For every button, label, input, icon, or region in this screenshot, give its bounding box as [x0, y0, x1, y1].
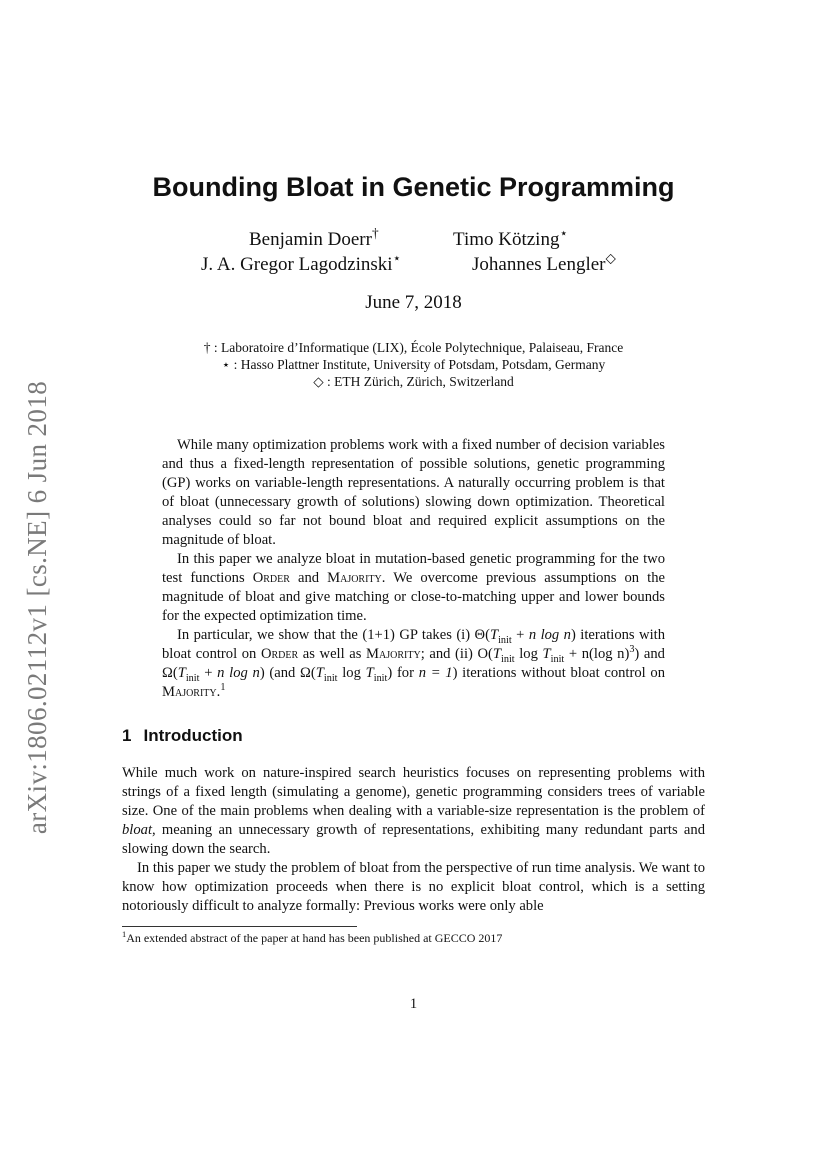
footnote-text: An extended abstract of the paper at hand has been published at GECCO 2017 — [126, 931, 503, 945]
math-omega: Ω( — [162, 665, 178, 681]
bloat-term: bloat — [122, 822, 152, 838]
author-lengler — [472, 250, 616, 276]
math-t: T — [492, 646, 501, 662]
author-koetzing — [453, 225, 568, 251]
abstract-text: (and — [264, 665, 301, 681]
order-function-name: Order — [260, 646, 299, 662]
paper-title: Bounding Bloat in Genetic Programming — [152, 172, 675, 202]
intro-paragraph-2: In this paper we study the problem of bloat from the perspective of run time analysis. We want to know how optimization proceeds when there is no explicit bloat control, which is a setting notoriously difficult to analyze formally: Previous works were only able — [122, 860, 705, 914]
abstract-paragraph-3 — [162, 626, 665, 702]
order-function-name: Order — [252, 570, 290, 586]
introduction-body — [122, 764, 705, 916]
math-bigo: O( — [477, 646, 493, 662]
intro-text: , meaning an unnecessary growth of representations, exhibiting many redundant parts and slowing down the search. — [122, 822, 705, 857]
abstract-paragraph-1: While many optimization problems work with a fixed number of decision variables and thus a fixed-length representation of possible solutions, genetic programming (GP) works on variable-length representations. A naturally occurring problem is that of bloat (unnecessary growth of solutions) slowing down optimization. Theoretical analyses could so far not bound bloat and required explicit assumptions on the magnitude of bloat. — [162, 437, 665, 548]
math-log: log — [514, 646, 543, 662]
abstract-text: . — [216, 684, 221, 700]
abstract-text: ; and (ii) — [420, 646, 478, 662]
abstract-text: and — [639, 646, 665, 662]
section-title: Introduction — [143, 726, 243, 745]
abstract — [162, 436, 665, 702]
math-close: ) — [570, 627, 576, 643]
author-name: Timo Kötzing — [453, 229, 560, 250]
math-close: ) — [259, 665, 265, 681]
math-n-equals-1: n = 1 — [418, 665, 453, 681]
author-lagodzinski — [201, 250, 401, 276]
abstract-text: ) for — [387, 665, 419, 681]
page-number: 1 — [409, 996, 418, 1012]
author-mark: † — [371, 225, 379, 241]
math-cube: 3 — [629, 644, 635, 656]
math-nlogn: n log n — [217, 665, 260, 681]
footnote-divider — [122, 926, 357, 927]
math-theta: Θ( — [474, 627, 490, 643]
paper-date: June 7, 2018 — [365, 292, 462, 313]
author-name: Benjamin Doerr — [249, 229, 372, 250]
math-t: T — [177, 665, 186, 681]
abstract-text: In this paper we analyze bloat in mutation-based genetic programming for the two test functions — [162, 551, 665, 586]
author-name: J. A. Gregor Lagodzinski — [201, 254, 393, 275]
majority-function-name: Majority — [366, 646, 421, 662]
math-init: init — [185, 672, 200, 684]
intro-text: While much work on nature-inspired search heuristics focuses on representing problems with strings of a fixed length (simulating a genome), genetic programming considers trees of variable size. One of the main problems when dealing with a variable-size representation is the problem of — [122, 765, 705, 819]
affiliation-eth: ◇ : ETH Zürich, Zürich, Switzerland — [313, 374, 514, 389]
math-plus: + — [199, 665, 218, 681]
math-nlogn: n log n — [528, 627, 571, 643]
abstract-text: . We overcome previous assumptions on the magnitude of bloat and give matching or close-to-matching upper and lower bounds for the expected optimization time. — [162, 570, 665, 624]
math-init: init — [373, 672, 388, 684]
math-close: ) — [634, 646, 640, 662]
abstract-text: In particular, we show that the (1+1) GP takes (i) — [177, 627, 475, 643]
math-t: T — [542, 646, 551, 662]
footnote-ref[interactable]: 1 — [220, 682, 226, 694]
math-init: init — [323, 672, 338, 684]
abstract-text: as well as — [298, 646, 367, 662]
math-t: T — [315, 665, 324, 681]
affiliation-lix: † : Laboratoire d’Informatique (LIX), École Polytechnique, Palaiseau, France — [203, 340, 624, 355]
math-plus-n: + n(log n) — [564, 646, 630, 662]
intro-paragraph-1 — [122, 764, 705, 859]
math-init: init — [498, 634, 512, 646]
author-name: Johannes Lengler — [472, 254, 606, 275]
math-t: T — [489, 627, 499, 643]
math-plus: + — [511, 627, 529, 643]
abstract-text: ) iterations without bloat control on — [452, 665, 665, 681]
footnote — [122, 931, 705, 946]
author-mark: ◇ — [605, 250, 616, 266]
abstract-text: iterations with bloat control on — [162, 627, 665, 662]
section-number: 1 — [122, 726, 132, 745]
author-doerr — [249, 225, 379, 251]
author-mark: ⋆ — [392, 250, 401, 266]
math-omega: Ω( — [300, 665, 316, 681]
abstract-text: and — [289, 570, 328, 586]
footnote-mark: 1 — [122, 930, 127, 939]
math-init: init — [501, 653, 515, 665]
arxiv-identifier-stamp — [18, 378, 58, 836]
abstract-paragraph-2 — [162, 550, 665, 626]
section-heading-introduction — [122, 726, 243, 746]
affiliation-hpi: ⋆ : Hasso Plattner Institute, University of Potsdam, Potsdam, Germany — [221, 357, 606, 372]
math-t: T — [365, 665, 374, 681]
math-init: init — [550, 653, 565, 665]
arxiv-identifier-text: arXiv:1806.02112v1 [cs.NE] 6 Jun 2018 — [22, 380, 53, 834]
majority-function-name: Majority — [327, 570, 382, 586]
author-mark: ⋆ — [559, 225, 568, 241]
affiliation-list — [0, 339, 827, 390]
math-log: log — [337, 665, 366, 681]
majority-function-name: Majority — [162, 684, 217, 700]
